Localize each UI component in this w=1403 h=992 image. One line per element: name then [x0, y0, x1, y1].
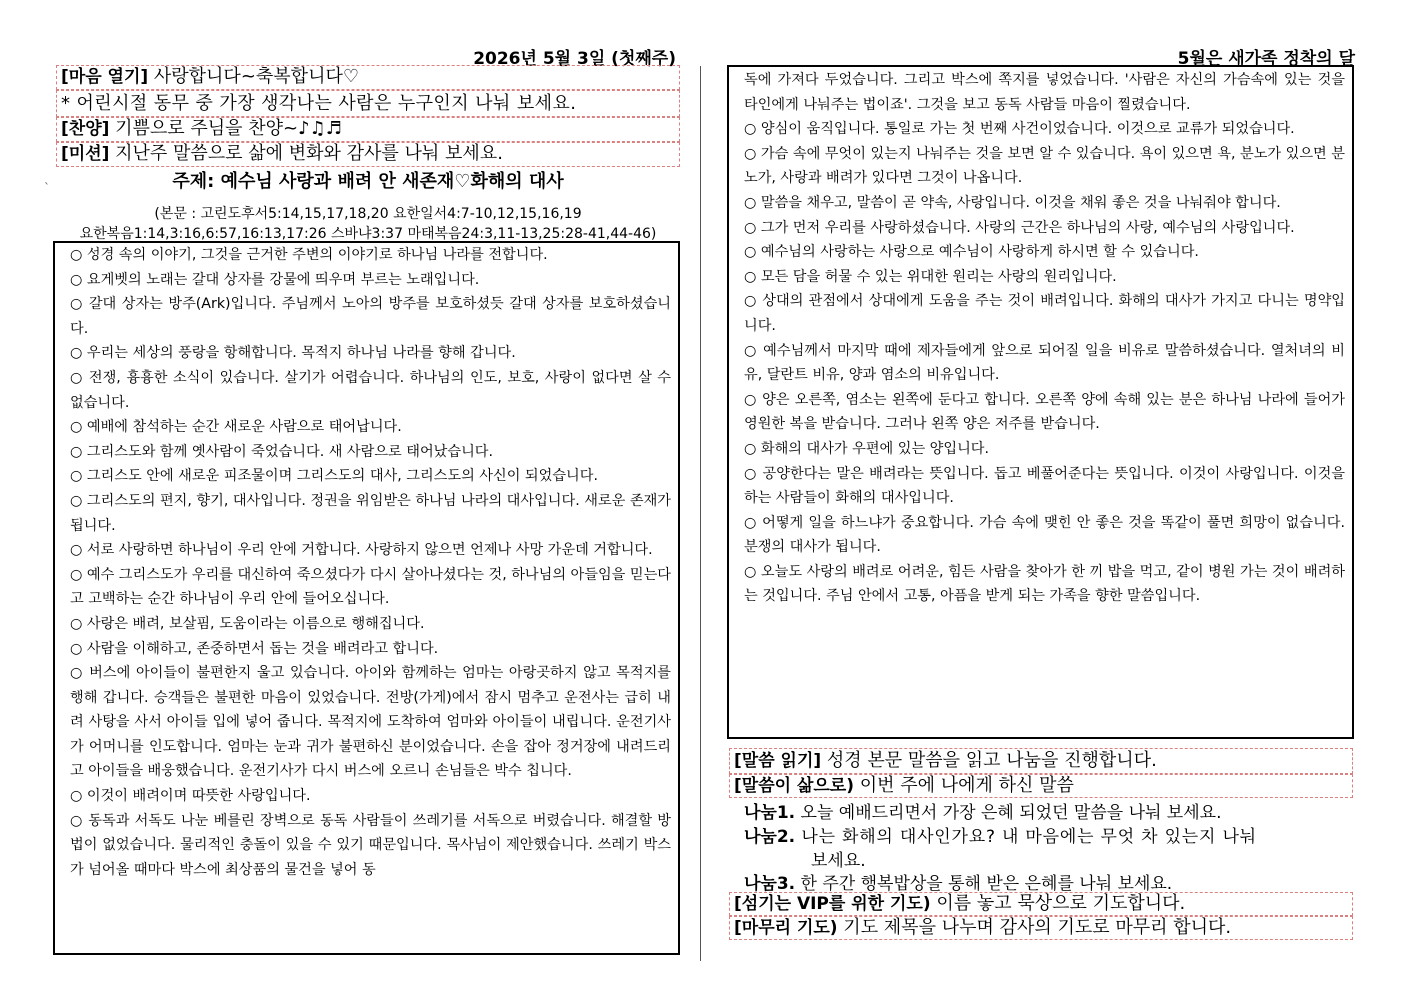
- sharing-question-2: [744, 822, 1257, 847]
- chanyang-label: [찬양]: [61, 119, 110, 139]
- theme-title: 주제: 예수님 사랑과 배려 안 새존재♡화해의 대사: [172, 171, 564, 192]
- sermon-point: ○ 화해의 대사가 우편에 있는 양입니다.: [744, 440, 990, 457]
- life-row: [729, 774, 1353, 798]
- sermon-point: ○ 상대의 관점에서 상대에게 도움을 주는 것이 배려입니다. 화해의 대사가 가지고 다니는 명약입니다.: [744, 293, 1345, 334]
- sermon-point: ○ 양심이 움직입니다. 통일로 가는 첫 번째 사건이었습니다. 이것으로 교류가 되었습니다.: [744, 121, 1295, 138]
- sermon-point: ○ 그리스도 안에 새로운 피조물이며 그리스도의 대사, 그리스도의 사신이 되었습니다.: [70, 468, 598, 485]
- sermon-point: ○ 예수님의 사랑하는 사랑으로 예수님이 사랑하게 하시면 할 수 있습니다.: [744, 244, 1199, 261]
- sermon-point: ○ 가슴 속에 무엇이 있는지 나눠주는 것을 보면 알 수 있습니다. 욕이 있으면 욕, 분노가 있으면 분노가, 사랑과 배려가 있다면 그것이 나옵니다.: [744, 145, 1345, 187]
- month-theme-header: 5월은 새가족 정착의 달: [1177, 49, 1355, 69]
- closing-prayer-text: 기도 제목을 나누며 감사의 기도로 마무리 합니다.: [837, 917, 1232, 938]
- sermon-point: ○ 사랑은 배려, 보살핌, 도움이라는 이름으로 행해집니다.: [70, 615, 425, 632]
- sharing-question-2-cont: 보세요.: [811, 851, 866, 871]
- sermon-point: ○ 예배에 참석하는 순간 새로운 사람으로 태어납니다.: [70, 419, 402, 436]
- reading-text: 성경 본문 말씀을 읽고 나눔을 진행합니다.: [821, 750, 1157, 771]
- sermon-point: ○ 요게벳의 노래는 갈대 상자를 강물에 띄우며 부르는 노래입니다.: [70, 271, 480, 288]
- sermon-point: ○ 오늘도 사랑의 배려로 어려운, 힘든 사람을 찾아가 한 끼 밥을 먹고, 같이 병원 가는 것이 배려하는 것입니다. 주님 안에서 고통, 아픔을 받게 되는 가족을 향한 말씀입니다.: [744, 563, 1345, 605]
- scripture-reference-line-1: (본문 : 고린도후서5:14,15,17,18,20 요한일서4:7-10,12,15,16,19: [154, 206, 582, 222]
- sermon-point: ○ 우리는 세상의 풍랑을 항해합니다. 목적지 하나님 나라를 향해 갑니다.: [70, 345, 516, 362]
- vip-prayer-row: [729, 892, 1353, 916]
- chanyang-row: [56, 117, 680, 142]
- sharing-text-3: 한 주간 행복밥상을 통해 받은 은혜를 나눠 보세요.: [795, 874, 1173, 894]
- vip-prayer-label: [섬기는 VIP를 위한 기도): [734, 894, 931, 914]
- sermon-point: ○ 버스에 아이들이 불편한지 울고 있습니다. 아이와 함께하는 엄마는 아랑곳하지 않고 목적지를 행해 갑니다. 승객들은 불편한 마음이 있었습니다. 전방(가게)에서 잠시 멈추고 운전사는 급히 내려 사탕을 사서 아이들 입에 넣어 줍니다. 목적지에 도착하여 엄마와 아이들이 내립니다. 운전기사가 어머니를 인도합니다. 엄마는 눈과 귀가 불편하신 분이었습니다. 손을 잡아 정거장에 내려드리고 아이들을 배웅했습니다. 운전기사가 다시 버스에 오르니 손님들은 박수 칩니다.: [70, 665, 671, 780]
- scripture-reference-line-2: 요한복음1:14,3:16,6:57,16:13,17:26 스바냐3:37 마태복음24:3,11-13,25:28-41,44-46): [79, 226, 657, 242]
- sermon-point: ○ 사람을 이해하고, 존중하면서 돕는 것을 배려라고 합니다.: [70, 640, 439, 657]
- sermon-point: ○ 그리스도와 함께 옛사람이 죽었습니다. 새 사람으로 태어났습니다.: [70, 443, 494, 460]
- life-label: [말씀이 삶으로): [734, 776, 854, 796]
- sermon-point: ○ 어떻게 일을 하느냐가 중요합니다. 가슴 속에 맺힌 안 좋은 것을 똑같이 풀면 희망이 없습니다. 분쟁의 대사가 됩니다.: [744, 514, 1345, 556]
- sermon-point: ○ 그가 먼저 우리를 사랑하셨습니다. 사랑의 근간은 하나님의 사랑, 예수님의 사랑입니다.: [744, 219, 1295, 236]
- mission-row: [56, 142, 680, 167]
- reading-label: [말씀 읽기]: [734, 751, 822, 771]
- sermon-point: ○ 예수님께서 마지막 때에 제자들에게 앞으로 되어질 일을 비유로 말씀하셨습니다. 열처녀의 비유, 달란트 비유, 양과 염소의 비유입니다.: [744, 342, 1345, 384]
- maeum-question: * 어린시절 동무 중 가장 생각나는 사람은 누구인지 나눠 보세요.: [61, 93, 577, 114]
- sermon-point: 독에 가져다 두었습니다. 그리고 박스에 쪽지를 넣었습니다. '사람은 자신의 가슴속에 있는 것을 타인에게 나눠주는 법이죠'. 그것을 보고 동독 사람들 마음이 찔렸습니다.: [744, 72, 1345, 113]
- date-header: 2026년 5월 3일 (첫째주): [473, 49, 676, 69]
- sharing-label-3: 나눔3.: [744, 874, 796, 894]
- vip-prayer-text: 이름 놓고 묵상으로 기도합니다.: [930, 893, 1186, 914]
- sharing-label-2: 나눔2.: [744, 827, 796, 847]
- sermon-point: ○ 그리스도의 편지, 향기, 대사입니다. 정권을 위임받은 하나님 나라의 대사입니다. 새로운 존재가 됩니다.: [70, 492, 671, 534]
- mission-text: 지난주 말씀으로 삶에 변화와 감사를 나눠 보세요.: [109, 143, 503, 164]
- sharing-text-1: 오늘 예배드리면서 가장 은혜 되었던 말씀을 나눠 보세요.: [795, 803, 1222, 823]
- sermon-notes-left: [53, 241, 680, 955]
- closing-prayer-label: [마무리 기도): [734, 918, 838, 938]
- mission-label: [미션]: [61, 144, 110, 164]
- sermon-point: ○ 예수 그리스도가 우리를 대신하여 죽으셨다가 다시 살아나셨다는 것, 하나님의 아들임을 믿는다고 고백하는 순간 하나님이 우리 안에 들어오십니다.: [70, 566, 671, 608]
- maeum-label: [마음 열기]: [61, 67, 149, 87]
- sermon-point: ○ 서로 사랑하면 하나님이 우리 안에 거합니다. 사랑하지 않으면 언제나 사망 가운데 거합니다.: [70, 542, 653, 559]
- sharing-label-1: 나눔1.: [744, 803, 796, 823]
- sharing-question-3: [744, 869, 1172, 894]
- sermon-point: ○ 동독과 서독도 나눈 베를린 장벽으로 동독 사람들이 쓰레기를 서독으로 버렸습니다. 해결할 방법이 없었습니다. 물리적인 충돌이 있을 수 있기 때문입니다. 목사님이 제안했습니다. 쓰레기 박스가 넘어올 때마다 박스에 최상품의 물건을 넣어 동: [70, 812, 671, 878]
- maeum-text: 사랑합니다~축복합니다♡: [148, 66, 359, 87]
- maeum-question-row: [56, 90, 680, 117]
- chanyang-text: 기쁨으로 주님을 찬양~♪♫♬: [109, 118, 342, 139]
- maeum-row: [56, 65, 680, 90]
- sermon-point: ○ 모든 담을 허물 수 있는 위대한 원리는 사랑의 원리입니다.: [744, 268, 1117, 285]
- sermon-point: ○ 이것이 배려이며 따뜻한 사랑입니다.: [70, 788, 311, 805]
- stray-mark: `: [44, 181, 50, 195]
- life-text: 이번 주에 나에게 하신 말씀: [854, 775, 1074, 796]
- column-divider: [700, 66, 701, 961]
- sermon-point: ○ 갈대 상자는 방주(Ark)입니다. 주님께서 노아의 방주를 보호하셨듯 갈대 상자를 보호하셨습니다.: [70, 296, 671, 337]
- sermon-point: ○ 말씀을 채우고, 말씀이 곧 약속, 사랑입니다. 이것을 채워 좋은 것을 나눠줘야 합니다.: [744, 194, 1281, 211]
- sermon-point: ○ 전쟁, 흉흉한 소식이 있습니다. 살기가 어렵습니다. 하나님의 인도, 보호, 사랑이 없다면 살 수 없습니다.: [70, 369, 671, 411]
- sharing-text-2: 나는 화해의 대사인가요? 내 마음에는 무엇 차 있는지 나눠: [795, 827, 1257, 847]
- sermon-point: ○ 성경 속의 이야기, 그것을 근거한 주변의 이야기로 하나님 나라를 전합니다.: [70, 247, 548, 263]
- reading-row: [729, 748, 1353, 774]
- closing-prayer-row: [729, 916, 1353, 940]
- sermon-point: ○ 양은 오른쪽, 염소는 왼쪽에 둔다고 합니다. 오른쪽 양에 속해 있는 분은 하나님 나라에 들어가 영원한 복을 받습니다. 그러나 왼쪽 양은 저주를 받습니다.: [744, 391, 1345, 433]
- sharing-question-1: [744, 798, 1221, 823]
- sermon-notes-right: [727, 65, 1354, 739]
- sermon-point: ○ 공양한다는 말은 배려라는 뜻입니다. 돕고 베풀어준다는 뜻입니다. 이것이 사랑입니다. 이것을 하는 사람들이 화해의 대사입니다.: [744, 465, 1345, 507]
